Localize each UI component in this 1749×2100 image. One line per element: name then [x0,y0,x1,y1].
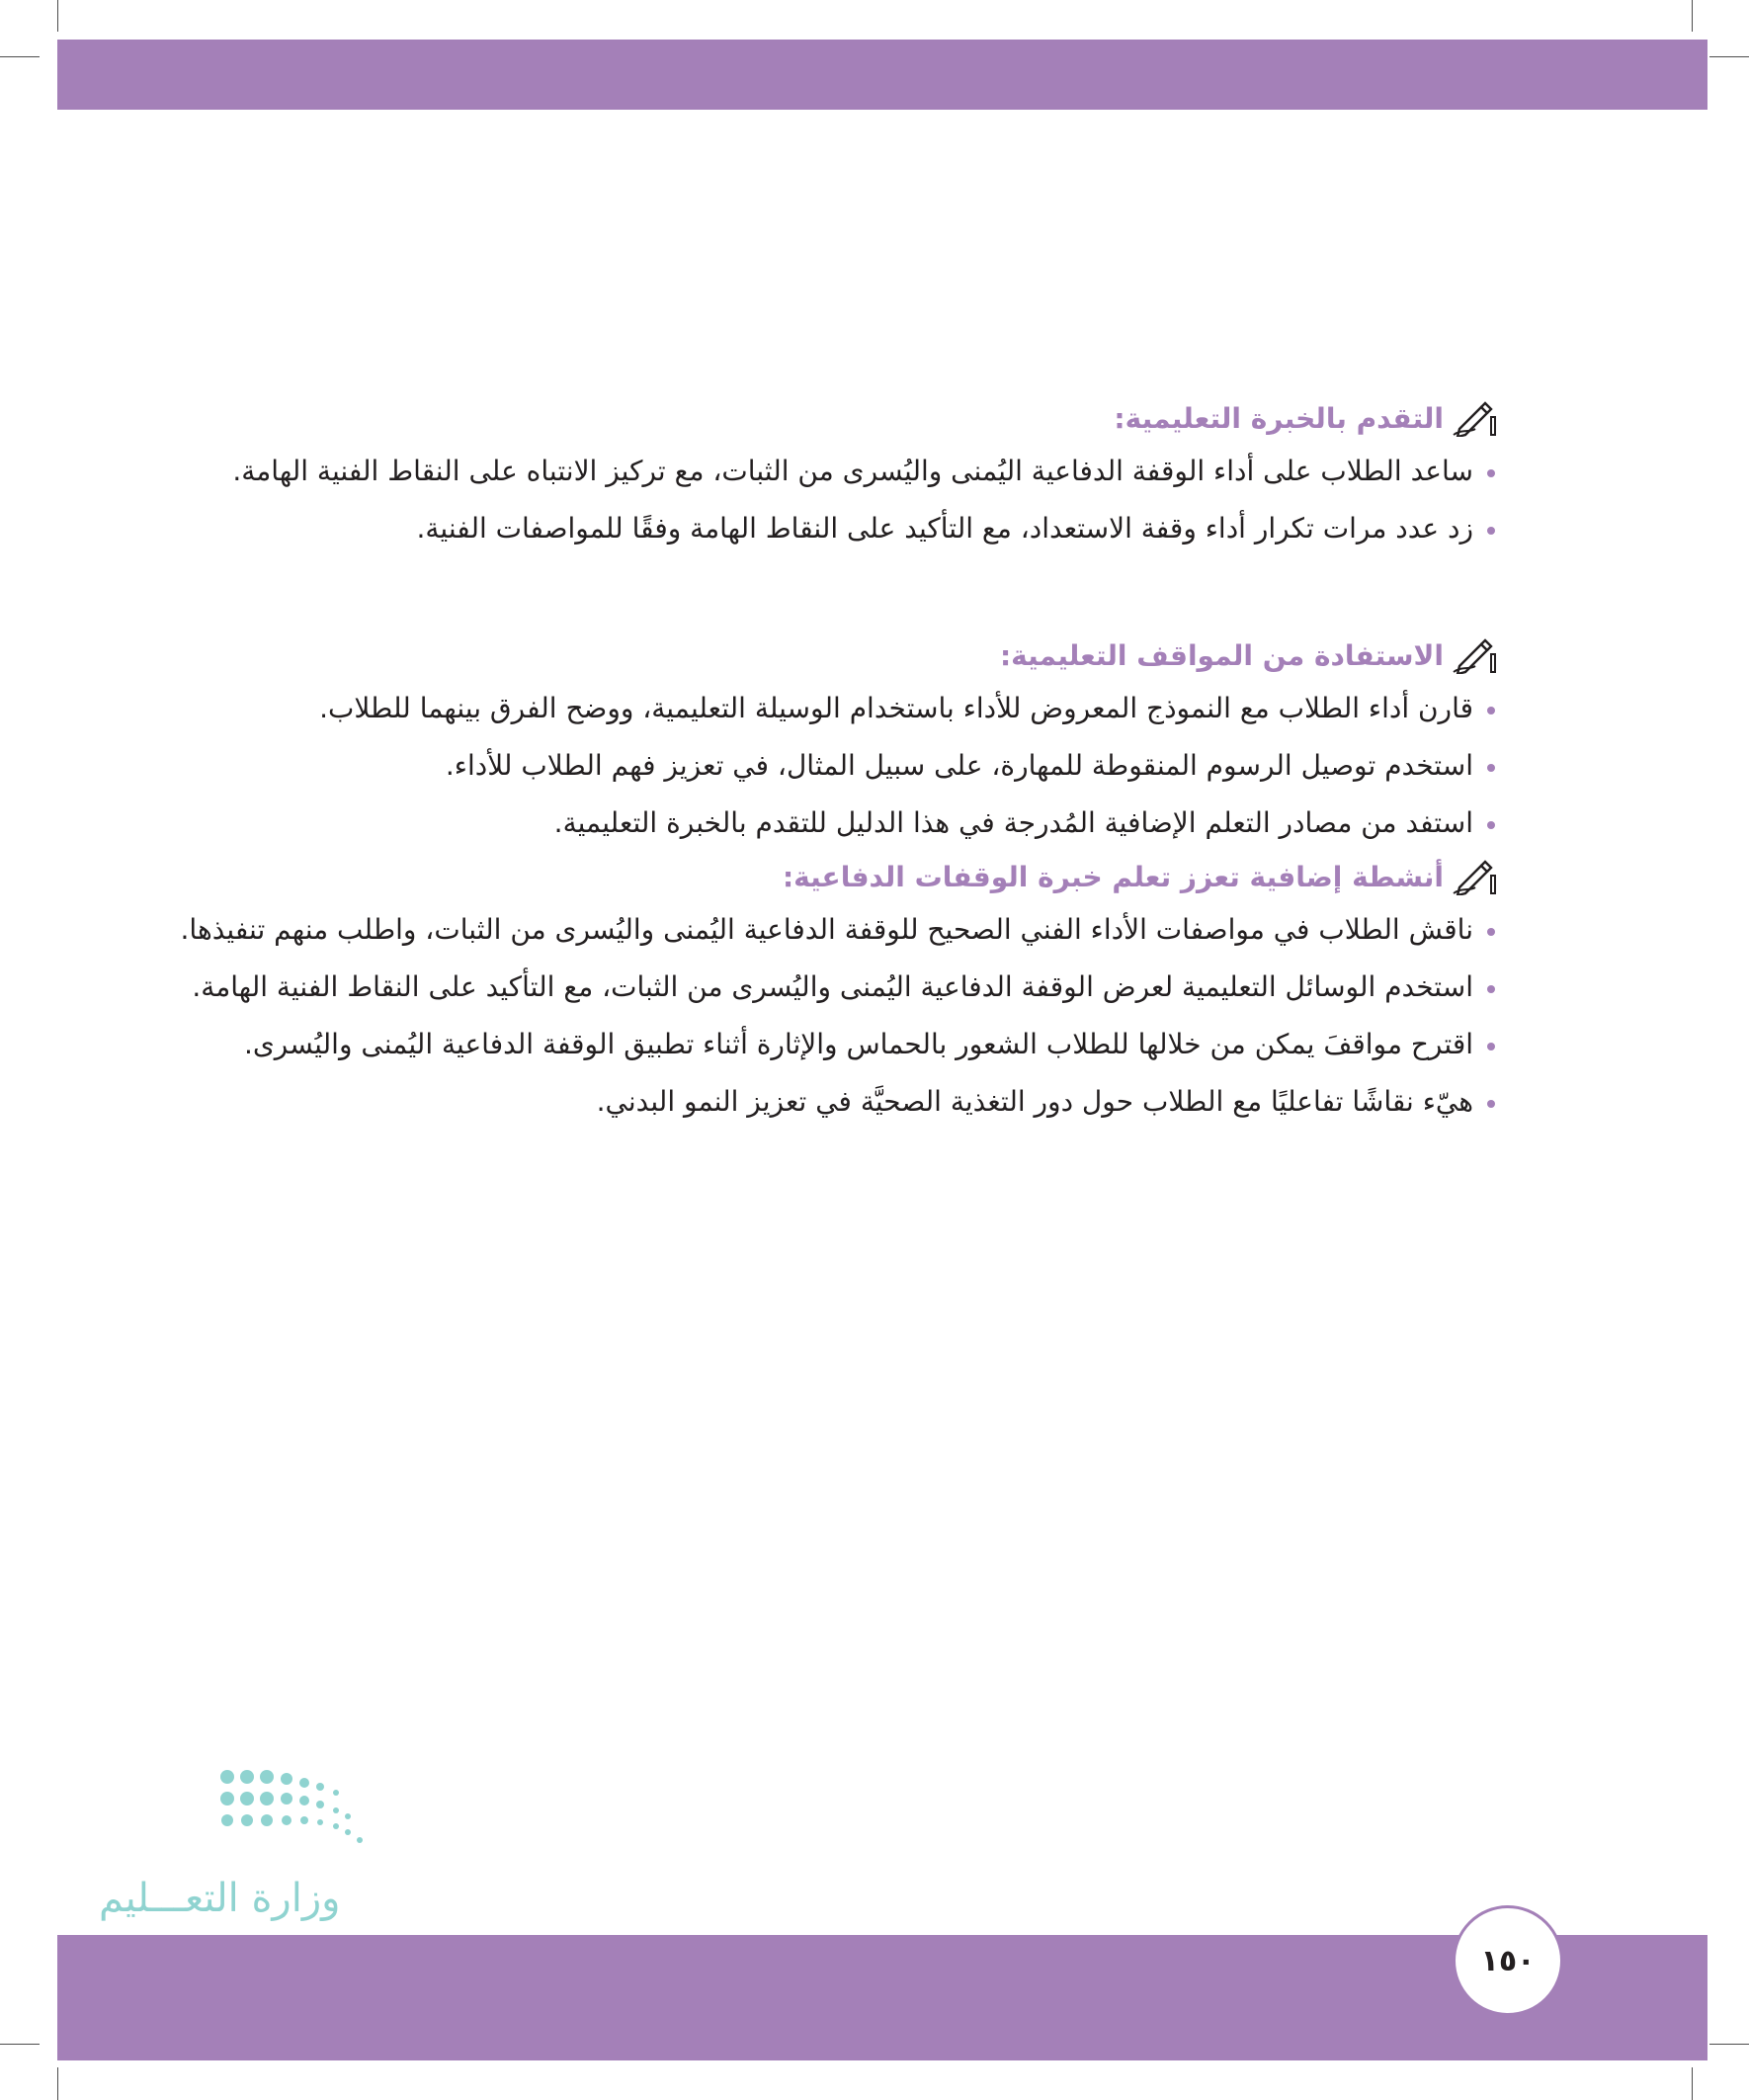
section-progress [173,393,1497,557]
list-item: زد عدد مرات تكرار أداء وقفة الاستعداد، مع التأكيد على النقاط الهامة وفقًا للمواصفات الفنية. [173,500,1497,557]
list-item: هيّء نقاشًا تفاعليًا مع الطلاب حول دور التغذية الصحيَّة في تعزيز النمو البدني. [173,1073,1497,1131]
crop-mark [57,2067,58,2100]
list-item: اقترح مواقفَ يمكن من خلالها للطلاب الشعور بالحماس والإثارة أثناء تطبيق الوقفة الدفاعية اليُمنى واليُسرى. [173,1016,1497,1073]
list-item: ناقش الطلاب في مواصفات الأداء الفني الصحيح للوقفة الدفاعية اليُمنى واليُسرى من الثبات، واطلب منهم تنفيذها. [173,901,1497,959]
pen-writing-icon [1452,399,1497,437]
bullet-list [173,443,1497,557]
pen-writing-icon [1452,858,1497,895]
header-band [57,40,1707,110]
section-heading-text: أنشطة إضافية تعزز تعلم خبرة الوقفات الدفاعية: [782,860,1444,893]
list-item: استخدم الوسائل التعليمية لعرض الوقفة الدفاعية اليُمنى واليُسرى من الثبات، مع التأكيد على النقاط الفنية الهامة. [173,959,1497,1016]
bullet-list [173,680,1497,852]
crop-mark [1692,0,1693,32]
section-heading [173,393,1497,443]
crop-mark [57,0,58,32]
list-item: استفد من مصادر التعلم الإضافية المُدرجة في هذا الدليل للتقدم بالخبرة التعليمية. [173,795,1497,852]
page-content [173,393,1497,1131]
section-heading-text: التقدم بالخبرة التعليمية: [1114,401,1444,435]
crop-mark [1709,56,1749,57]
section-learning-situations [173,630,1497,852]
section-heading [173,852,1497,901]
crop-mark [1709,2044,1749,2045]
section-heading [173,630,1497,680]
section-heading-text: الاستفادة من المواقف التعليمية: [999,638,1444,672]
crop-mark [1692,2067,1693,2100]
section-extra-activities [173,852,1497,1131]
bullet-list [173,901,1497,1131]
ministry-logo-text: وزارة التعـــليم [99,1876,341,1921]
page-number: ١٥٠ [1480,1943,1536,1978]
list-item: ساعد الطلاب على أداء الوقفة الدفاعية اليُمنى واليُسرى من الثبات، مع تركيز الانتباه على النقاط الفنية الهامة. [173,443,1497,500]
crop-mark [0,2044,40,2045]
pen-writing-icon [1452,636,1497,674]
list-item: استخدم توصيل الرسوم المنقوطة للمهارة، على سبيل المثال، في تعزيز فهم الطلاب للأداء. [173,737,1497,795]
list-item: قارن أداء الطلاب مع النموذج المعروض للأداء باستخدام الوسيلة التعليمية، ووضح الفرق بينهما للطلاب. [173,680,1497,737]
page-number-badge [1453,1905,1563,2016]
crop-mark [0,56,40,57]
